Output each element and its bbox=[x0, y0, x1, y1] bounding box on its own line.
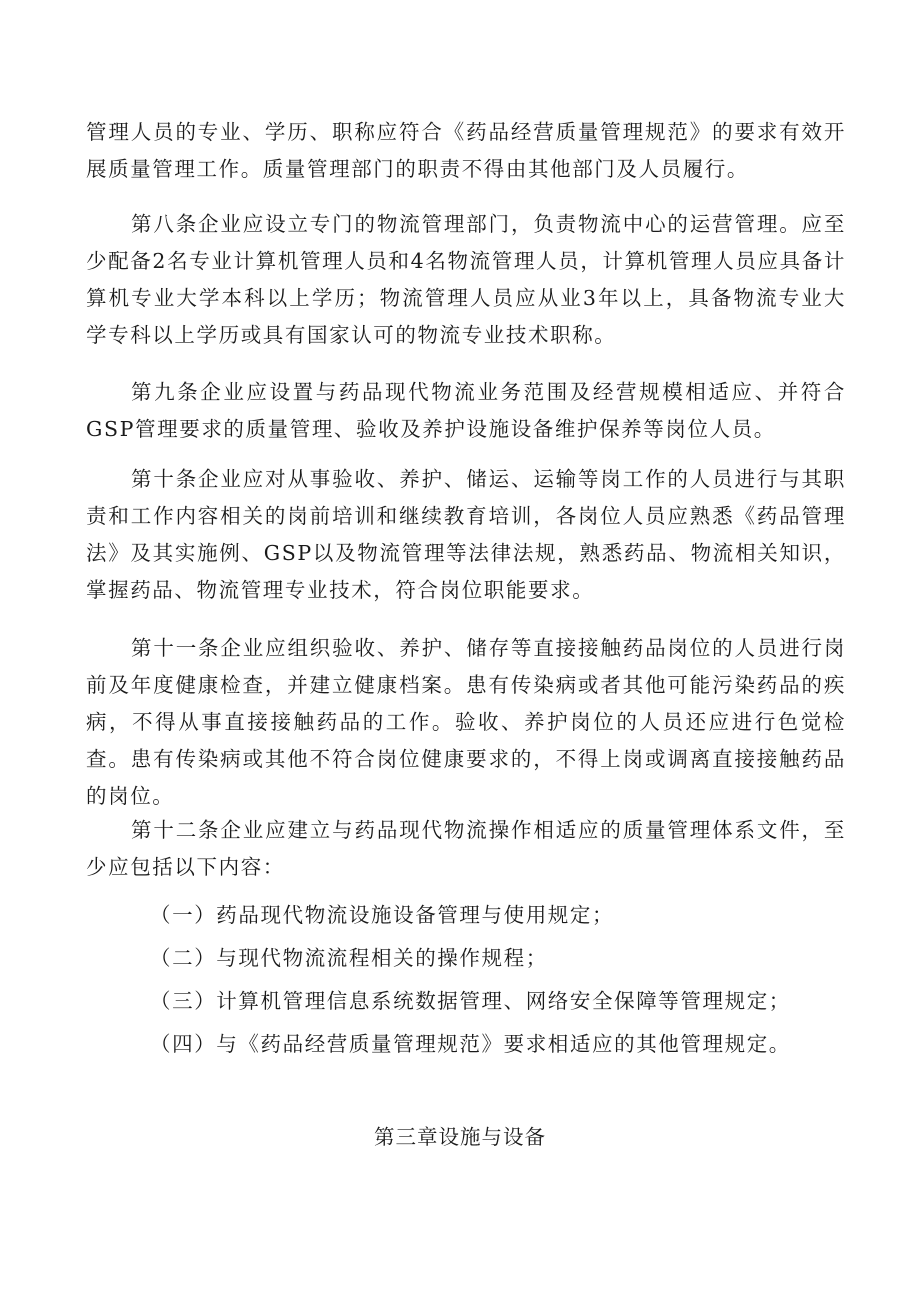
paragraph-article-8: 第八条企业应设立专门的物流管理部门，负责物流中心的运营管理。应至少配备2名专业计算机管理人员和4名物流管理人员，计算机管理人员应具备计算机专业大学本科以上学历；物流管理人员应从业3年以上，具备物流专业大学专科以上学历或具有国家认可的物流专业技术职称。 bbox=[86, 212, 846, 347]
paragraph-article-9: 第九条企业应设置与药品现代物流业务范围及经营规模相适应、并符合GSP管理要求的质量管理、验收及养护设施设备维护保养等岗位人员。 bbox=[86, 380, 846, 441]
list-item: （一）药品现代物流设施设备管理与使用规定； bbox=[150, 903, 615, 927]
chapter-heading: 第三章设施与设备 bbox=[374, 1125, 546, 1149]
list-item: （三）计算机管理信息系统数据管理、网络安全保障等管理规定； bbox=[150, 989, 791, 1013]
paragraph-article-12: 第十二条企业应建立与药品现代物流操作相适应的质量管理体系文件，至少应包括以下内容： bbox=[86, 818, 846, 879]
paragraph-quality-staff: 管理人员的专业、学历、职称应符合《药品经营质量管理规范》的要求有效开展质量管理工作。质量管理部门的职责不得由其他部门及人员履行。 bbox=[86, 120, 846, 181]
paragraph-article-10: 第十条企业应对从事验收、养护、储运、运输等岗工作的人员进行与其职责和工作内容相关的岗前培训和继续教育培训，各岗位人员应熟悉《药品管理法》及其实施例、GSP以及物流管理等法律法规，熟悉药品、物流相关知识，掌握药品、物流管理专业技术，符合岗位职能要求。 bbox=[86, 467, 846, 602]
list-item: （四）与《药品经营质量管理规范》要求相适应的其他管理规定。 bbox=[150, 1032, 791, 1056]
list-item: （二）与现代物流流程相关的操作规程； bbox=[150, 946, 548, 970]
paragraph-article-11: 第十一条企业应组织验收、养护、储存等直接接触药品岗位的人员进行岗前及年度健康检查，并建立健康档案。患有传染病或者其他可能污染药品的疾病，不得从事直接接触药品的工作。验收、养护岗位的人员还应进行色觉检查。患有传染病或其他不符合岗位健康要求的，不得上岗或调离直接接触药品的岗位。 bbox=[86, 636, 846, 808]
